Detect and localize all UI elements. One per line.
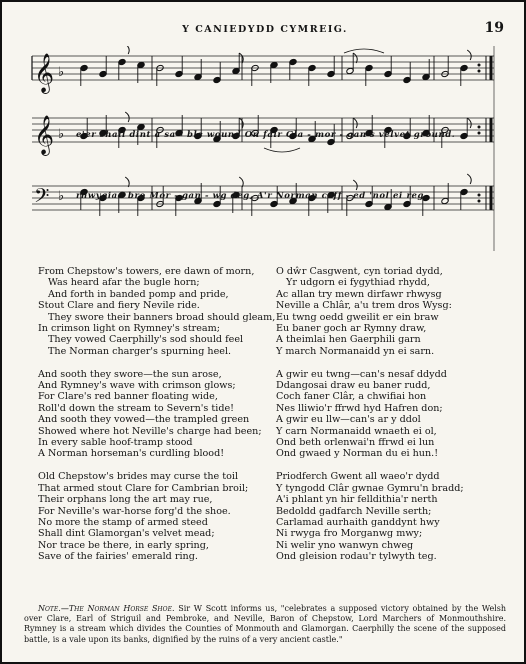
footnote-label: Note.—The Norman Horse Shoe. — [38, 604, 175, 613]
english-verse-line: Nor trace be there, in early spring, — [38, 539, 209, 551]
flat-icon: ♭ — [58, 65, 65, 80]
note-flag — [125, 112, 129, 122]
welsh-verse-line: Bedoldd gadfarch Neville serth; — [276, 505, 432, 517]
english-poem — [38, 266, 276, 574]
welsh-verse-line: Neville a Chlâr, a'u trem dros Wysg: — [276, 300, 452, 312]
english-stanza — [38, 266, 276, 357]
note-flag — [239, 118, 243, 128]
note-flag — [467, 118, 471, 128]
footnote-text: Sir W Scott informs us, "celebrates a supposed victory obtained by the Welsh over Clare, Earl of Striguil and Pembroke, and Neville, Baron of Chepstow, Lord Marchers of Monmouthshire. Rymney is a stream which divides the Counties of Monmouth and Glamorgan. Caerphilly the scene of the supposed battle, is a vale upon its banks, dignified by the ruins of a very ancient castle." — [24, 604, 506, 644]
welsh-verse-line: Ond gleision rodau'r tylwyth teg. — [276, 551, 437, 563]
english-verse-line: In crimson light on Rymney's stream; — [38, 323, 220, 335]
running-title: Y CANIEDYDD CYMREIG. — [182, 24, 348, 35]
english-verse-line: Showed where hot Neville's charge had been; — [38, 425, 262, 437]
bass-clef-icon: 𝄢 — [34, 184, 50, 212]
english-verse-line: A Norman horseman's curdling blood! — [38, 448, 225, 460]
welsh-verse-line: A gwir eu twng—can's nesaf ddydd — [276, 368, 447, 380]
english-verse-line: And sooth they vowed—the trampled green — [38, 414, 250, 426]
repeat-dot — [478, 64, 481, 67]
welsh-verse-line: Yr udgorn ei fygythiad rhydd, — [286, 277, 430, 289]
welsh-stanza — [276, 369, 506, 460]
welsh-verse-line: Eu twng oedd gweilit er ein braw — [276, 311, 439, 323]
page-header — [2, 20, 526, 40]
welsh-verse-line: A gwir eu llw—can's ar y ddol — [276, 414, 421, 426]
welsh-verse-line: Ond beth orlenwai'n ffrwd ei lun — [276, 437, 435, 449]
english-verse-line: Their orphans long the art may rue, — [38, 494, 213, 506]
welsh-verse-line: A theimlai hen Gaerphili garn — [276, 334, 421, 346]
welsh-verse-line: A'i phlant yn hir felldithia'r nerth — [276, 494, 438, 506]
english-stanza — [38, 471, 268, 562]
treble-clef-icon: 𝄞 — [34, 115, 55, 155]
english-verse-line: Roll'd down the stream to Severn's tide! — [38, 402, 234, 414]
lyrics-line-2: rhwygiad bro Mor - gan - wg deg, A'r Norman caff - ed 'nol ei reg. — [76, 191, 428, 201]
english-verse-line: That armed stout Clare for Cambrian broil; — [38, 482, 249, 494]
welsh-verse-line: Ni welir yno wanwyn chweg — [276, 539, 414, 551]
treble-clef-icon: 𝄞 — [34, 53, 55, 93]
music-score — [24, 46, 508, 251]
english-verse-line: Stout Clare and fiery Nevile ride. — [38, 300, 200, 312]
welsh-verse-line: Nes lliwio'r ffrwd hyd Hafren don; — [276, 402, 443, 414]
english-verse-line: No more the stamp of armed steed — [38, 516, 208, 528]
english-verse-line: And Rymney's wave with crimson glows; — [38, 380, 236, 392]
footnote — [24, 604, 506, 645]
flat-icon: ♭ — [58, 127, 65, 142]
welsh-verse-line: Coch faner Clâr, a chwifiai hon — [276, 391, 427, 403]
english-verse-line: Save of the fairies' emerald ring. — [38, 551, 198, 563]
welsh-verse-line: Priodferch Gwent all waeo'r dydd — [276, 471, 440, 483]
welsh-verse-line: Ni rwyga fro Morganwg mwy; — [276, 528, 423, 540]
english-verse-line: For Clare's red banner floating wide, — [38, 391, 218, 403]
english-verse-line: They vowed Caerphilly's sod should feel — [48, 334, 244, 346]
flat-icon: ♭ — [58, 189, 65, 204]
welsh-verse-line: Y tyngodd Clâr gwnae Gymru'n bradd; — [276, 482, 464, 494]
welsh-verse-line: Ddangosai draw eu baner rudd, — [276, 380, 431, 392]
english-verse-line: The Norman charger's spurning heel. — [48, 345, 232, 357]
note-flag — [467, 174, 471, 184]
note-flag — [125, 177, 129, 187]
welsh-verse-line: Carlamad aurhaith ganddynt hwy — [276, 516, 440, 528]
welsh-poem — [276, 266, 506, 574]
note-flag — [467, 50, 471, 60]
note-flag — [239, 177, 243, 187]
welsh-verse-line: Ac allan try mewn dirfawr rhwysg — [276, 288, 442, 300]
english-verse-line: From Chepstow's towers, ere dawn of morn, — [38, 266, 255, 277]
welsh-verse-line: Y march Normanaidd yn ei sarn. — [276, 345, 435, 357]
english-verse-line: And forth in banded pomp and pride, — [48, 288, 229, 300]
note-flag — [125, 46, 129, 54]
lyrics-line-1: e'er shall dint a sa - ble wound On fair Gla - mor - gan's velvet ground. — [76, 130, 456, 140]
welsh-verse-line: Ond gwaed y Norman du ei hun.! — [276, 448, 439, 460]
english-verse-line: Old Chepstow's brides may curse the toil — [38, 471, 239, 483]
welsh-verse-line: Eu baner goch ar Rymny draw, — [276, 323, 427, 335]
page-number: 19 — [484, 20, 504, 36]
note-flag — [353, 180, 357, 190]
note-flag — [353, 53, 357, 63]
english-verse-line: In every sable hoof-tramp stood — [38, 437, 193, 449]
note-flag — [239, 53, 243, 63]
music-notation — [24, 46, 508, 251]
welsh-stanza — [276, 266, 506, 357]
english-stanza — [38, 369, 268, 460]
english-verse-line: For Neville's war-horse forg'd the shoe. — [38, 505, 231, 517]
repeat-dot — [478, 70, 481, 73]
welsh-verse-line: Y carn Normanaidd wnaeth ei ol, — [276, 425, 437, 437]
welsh-stanza — [276, 471, 506, 562]
english-verse-line: Shall dint Glamorgan's velvet mead; — [38, 528, 215, 540]
english-verse-line: Was heard afar the bugle horn; — [48, 277, 200, 289]
slur — [264, 148, 300, 152]
repeat-dot — [478, 126, 481, 129]
slur — [344, 49, 384, 53]
english-verse-line: They swore their banners broad should gleam, — [48, 311, 276, 323]
english-verse-line: And sooth they swore—the sun arose, — [38, 368, 222, 380]
welsh-verse-line: O dŵr Casgwent, cyn toriad dydd, — [276, 266, 443, 277]
note-flag — [353, 118, 357, 128]
